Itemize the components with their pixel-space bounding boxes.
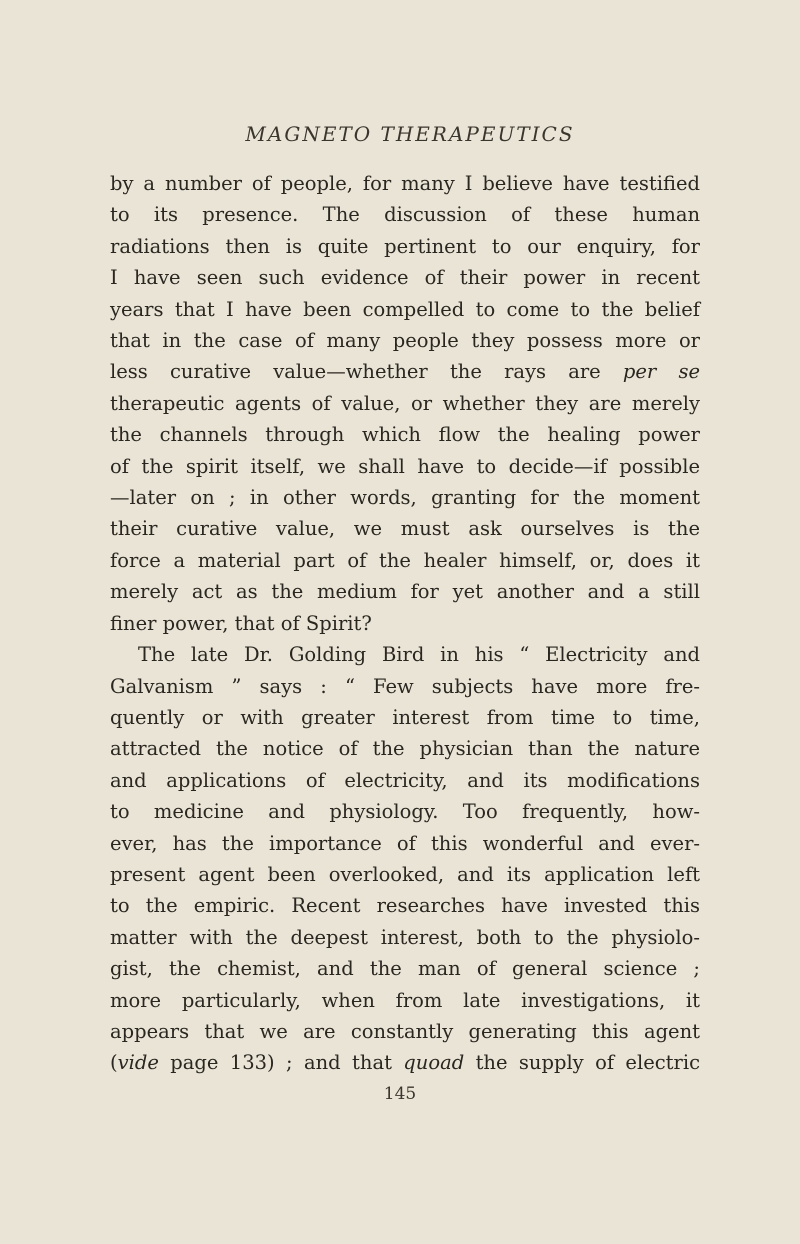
text-line: of the spirit itself, we shall have to decide—if possible bbox=[110, 454, 700, 478]
text-line: radiations then is quite pertinent to our enquiry, for bbox=[110, 234, 700, 258]
text-line: I have seen such evidence of their power in recent bbox=[110, 266, 700, 290]
text-line: less curative value—whether the rays are per se bbox=[110, 360, 700, 384]
text-line: present agent been overlooked, and its application left bbox=[110, 862, 700, 886]
text-line: (vide page 133) ; and that quoad the supply of electric bbox=[110, 1051, 700, 1075]
text-line: their curative value, we must ask ourselves is the bbox=[110, 517, 700, 541]
text-line: to its presence. The discussion of these human bbox=[110, 203, 700, 227]
text-line: more particularly, when from late investigations, it bbox=[110, 988, 700, 1012]
text-line: attracted the notice of the physician than the nature bbox=[110, 737, 700, 761]
text-line: that in the case of many people they possess more or bbox=[110, 329, 700, 353]
text-line: to the empiric. Recent researches have invested this bbox=[110, 894, 700, 918]
text-line: to medicine and physiology. Too frequently, how- bbox=[110, 800, 700, 824]
text-line: years that I have been compelled to come to the belief bbox=[110, 297, 700, 321]
running-head: MAGNETO THERAPEUTICS bbox=[245, 122, 575, 146]
text-line: —later on ; in other words, granting for the moment bbox=[110, 486, 700, 510]
text-line: ever, has the importance of this wonderful and ever- bbox=[110, 831, 700, 855]
text-line: matter with the deepest interest, both to the physiolo- bbox=[110, 925, 700, 949]
text-line: merely act as the medium for yet another and a still bbox=[110, 580, 700, 604]
text-line: gist, the chemist, and the man of general science ; bbox=[110, 957, 700, 981]
text-line: finer power, that of Spirit? bbox=[110, 611, 372, 635]
body-text bbox=[110, 168, 700, 1079]
text-line: and applications of electricity, and its modifications bbox=[110, 768, 700, 792]
text-line: quently or with greater interest from time to time, bbox=[110, 705, 700, 729]
text-line: therapeutic agents of value, or whether they are merely bbox=[110, 391, 700, 415]
text-line: the channels through which flow the healing power bbox=[110, 423, 700, 447]
text-line: by a number of people, for many I believe have testified bbox=[110, 172, 700, 195]
text-line: Galvanism ” says : “ Few subjects have more fre- bbox=[110, 674, 700, 698]
text-line: appears that we are constantly generating this agent bbox=[110, 1019, 700, 1043]
page-number: 145 bbox=[383, 1084, 417, 1104]
text-line: force a material part of the healer himself, or, does it bbox=[110, 548, 700, 572]
text-line: The late Dr. Golding Bird in his “ Electricity and bbox=[138, 643, 700, 667]
